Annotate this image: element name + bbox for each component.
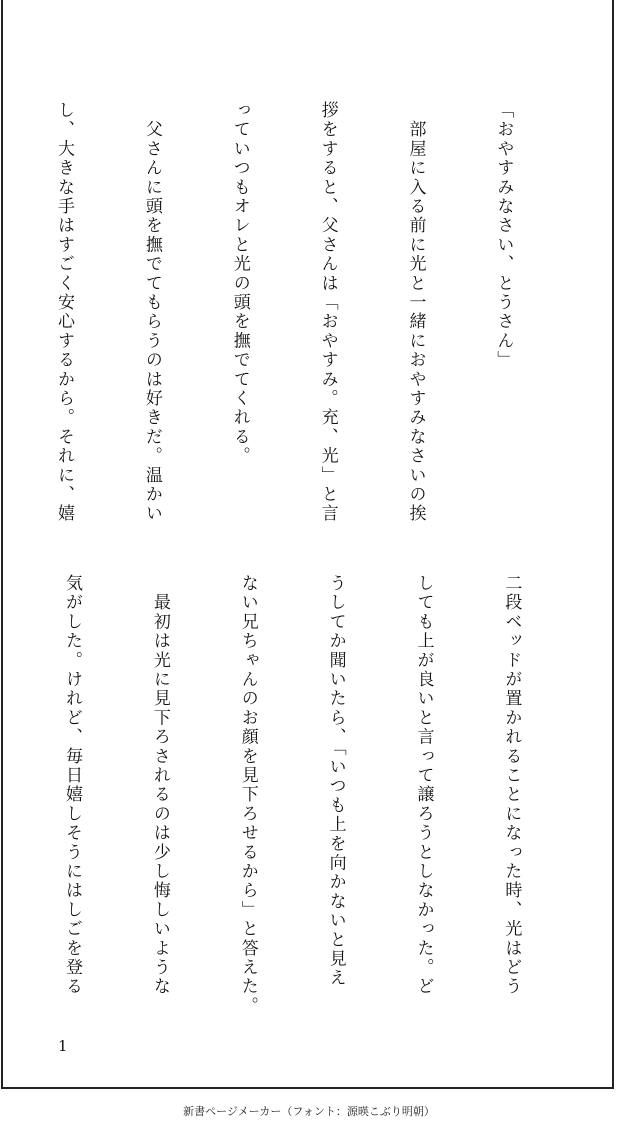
text-line: 拶をすると、父さんは「おやすみ。充、光」と言 [317, 101, 338, 524]
text-line: っていつもオレと光の頭を撫でてくれる。 [229, 101, 250, 466]
text-line: 最初は光に見下ろされるのは少し悔しいような [149, 574, 170, 997]
footer-credit: 新書ページメーカー（フォント：源暎こぶり明朝） [183, 1105, 435, 1118]
text-line: 二段ベッドが置かれることになった時、光はどう [501, 574, 522, 997]
text-line: 父さんに頭を撫でてもらうのは好きだ。温かい [141, 101, 162, 524]
lower-text-block [0, 574, 584, 1016]
text-line: しても上が良いと言って譲ろうとしなかった。ど [413, 574, 434, 997]
upper-text-block [0, 101, 576, 524]
text-line: 「おやすみなさい、とうさん」 [493, 101, 514, 370]
text-line: 部屋に入る前に光と一緒におやすみなさいの挨 [405, 101, 426, 524]
text-line: うしてか聞いたら、「いつも上を向かないと見え [325, 574, 346, 988]
text-line: し、大きな手はすごく安心するから。それに、嬉 [53, 101, 74, 524]
text-line: ない兄ちゃんのお顔を見下ろせるから」と答えた。 [237, 574, 258, 1016]
page-number: 1 [58, 1037, 68, 1055]
book-page [1, 0, 614, 1089]
text-line: 気がした。けれど、毎日嬉しそうにはしごを登る [61, 574, 82, 997]
